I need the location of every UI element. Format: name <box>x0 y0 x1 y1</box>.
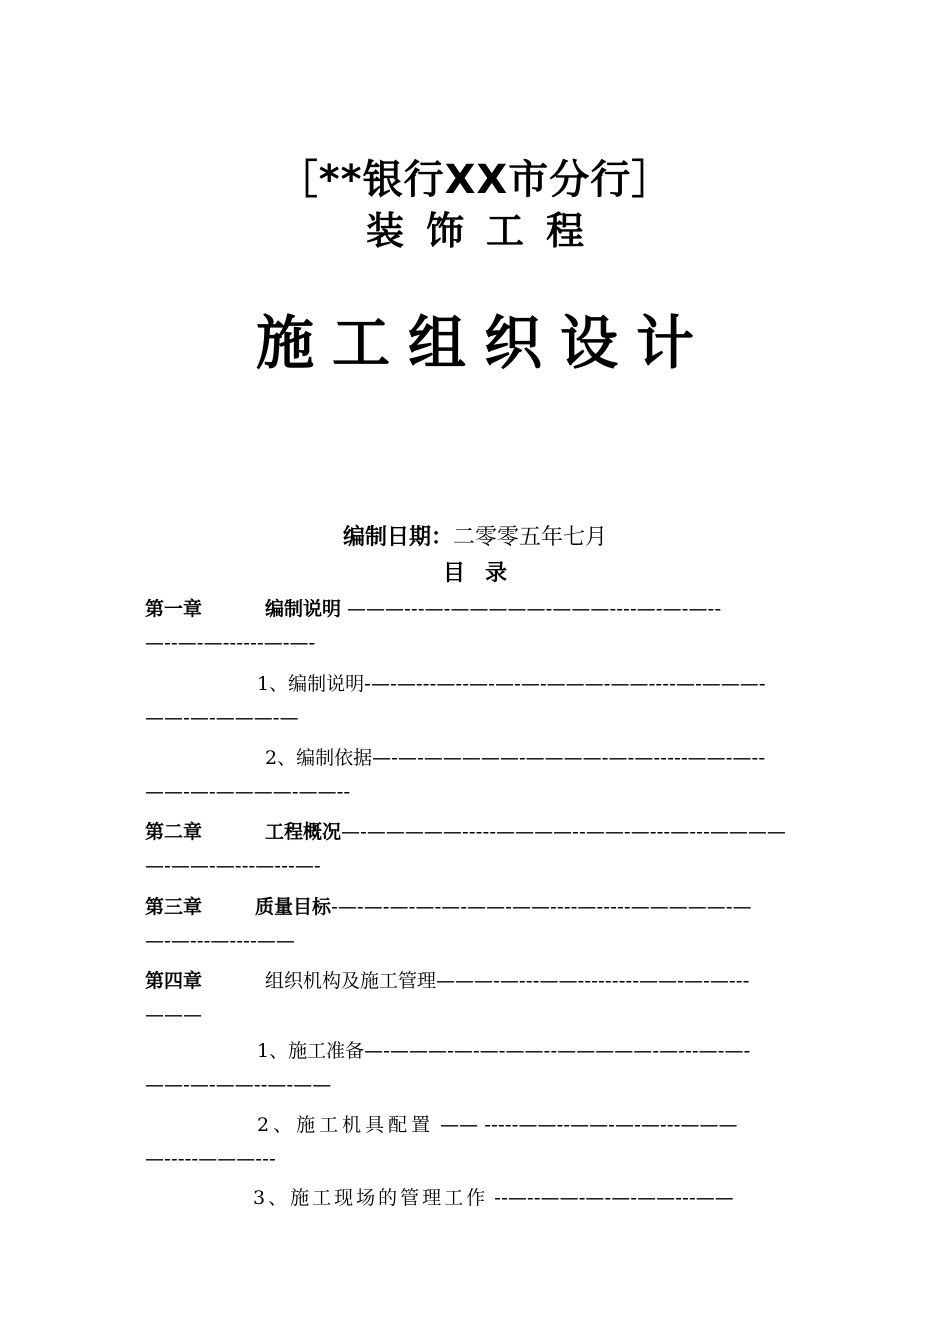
toc-leader: ——-—-————-——-- <box>145 781 351 803</box>
toc-chapter-number: 第三章 <box>145 896 203 918</box>
cover-title-line2: 装饰工程 <box>365 209 606 253</box>
cover-title-main: 施工组织设计 <box>255 309 712 377</box>
toc-leader: ——— <box>145 1004 202 1026</box>
toc-entry <box>145 592 807 660</box>
toc-entry <box>145 1108 807 1176</box>
compile-date-value: 二零零五年七月 <box>453 525 608 550</box>
compile-date-label: 编制日期： <box>342 525 453 550</box>
toc-chapter-number: 第二章 <box>145 821 203 843</box>
toc-entry-number: 3、 <box>253 1187 291 1209</box>
cover-title-line1: ［**银行XX市分行］ <box>277 157 673 203</box>
toc-heading: 目录 <box>442 561 527 586</box>
toc-leader: ——-—-———-— <box>145 707 299 729</box>
toc-entry <box>145 667 807 735</box>
toc-leader: —-——-—---—---—- <box>145 855 321 877</box>
toc-leader: -—-—---—--—-—-—-———-——----—-———- <box>364 673 766 695</box>
toc-leader: ———-—---——---------——-—-—--- <box>436 970 750 992</box>
toc-entry-title: 施工准备 <box>288 1040 365 1062</box>
toc-entry-title: 工程概况 <box>265 821 342 843</box>
toc-entry-title: 组织机构及施工管理 <box>265 970 437 992</box>
toc-entry-title: 施工现场的管理工作 <box>290 1187 489 1209</box>
toc-leader: —-—---—----—— <box>145 930 295 952</box>
toc-entry <box>145 1181 807 1215</box>
toc-leader: —-----———--- <box>145 1148 276 1170</box>
toc-leader: —-—————-----————--——-—---—---———— <box>341 821 786 843</box>
toc-leader: —--—-—------—-—- <box>145 632 316 654</box>
toc-entry-number: 1、 <box>257 1040 289 1062</box>
toc-entry <box>145 741 807 809</box>
toc-entry-title: 编制说明 <box>265 598 342 620</box>
toc-entry-number: 2、 <box>257 1114 297 1136</box>
toc-entry-title: 编制依据 <box>296 747 373 769</box>
toc-entry-number: 2、 <box>265 747 297 769</box>
toc-entry <box>145 815 807 883</box>
toc-entry-title: 质量目标 <box>255 896 332 918</box>
toc-chapter-number: 第四章 <box>145 970 203 992</box>
toc-leader: —-———-—-—-——--—————-—---—-—- <box>364 1040 751 1062</box>
toc-entry <box>145 1034 807 1102</box>
toc-entry-title: 施工机具配置 <box>296 1114 435 1136</box>
toc-leader: ———---—-—————-———----—-—-—-- <box>341 598 722 620</box>
toc-leader: -—-—-—-—-—-——-——----—-----—————-— <box>331 896 752 918</box>
toc-chapter-number: 第一章 <box>145 598 203 620</box>
toc-entry-title: 编制说明 <box>288 673 365 695</box>
toc-leader: —-—-—————-————-—-—-----——-—-- <box>372 747 766 769</box>
toc-leader: ——-—-——--—-—— <box>145 1074 332 1096</box>
toc-leader: --—--——-—-—-——---—— <box>488 1187 734 1209</box>
toc-entry <box>145 964 807 1032</box>
compile-date <box>0 520 950 551</box>
toc-entry-number: 1、 <box>257 673 289 695</box>
toc-leader: —— -----——--——-—-—---——— <box>434 1114 738 1136</box>
toc-entry <box>145 890 807 958</box>
